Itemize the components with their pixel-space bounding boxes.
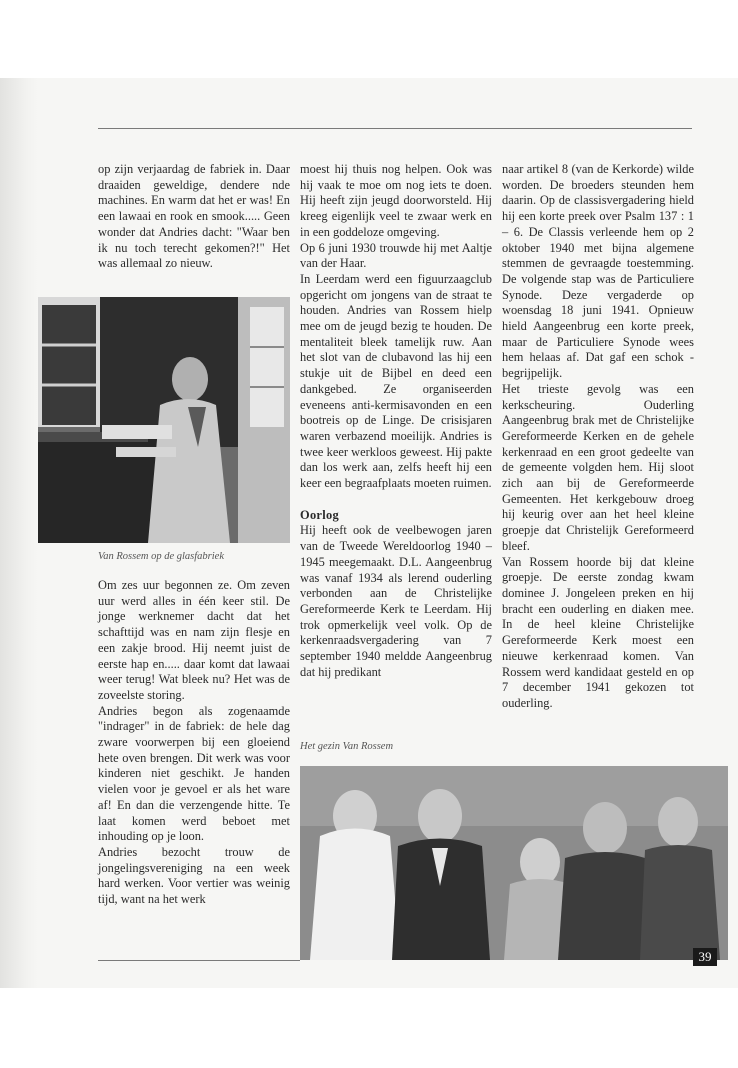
- paragraph: Van Rossem hoorde bij dat kleine groepje. De eerste zondag kwam dominee J. Jongeleen preken en hij bracht een ouderling en diaken mee. In de heel kleine Christelijke Gereformeerde Kerk moest een nieuwe kerkenraad komen. Van Rossem werd kandidaat gesteld en op 7 december 1941 gekozen tot ouderling.: [502, 554, 694, 710]
- page-spine-shadow: [0, 78, 38, 988]
- photo-caption: Van Rossem op de glasfabriek: [98, 551, 224, 562]
- photo-caption: Het gezin Van Rossem: [300, 741, 394, 752]
- paragraph: op zijn verjaardag de fabriek in. Daar draaiden geweldige, dendere nde machines. En warm dat het er was! En een lawaai en rook en smook..... Geen wonder dat Andries dacht: "Waar ben ik nu toch terecht gekomen?!" Het was allemaal zo nieuw.: [98, 162, 290, 271]
- column-1-bottom: [98, 578, 290, 908]
- paragraph: Op 6 juni 1930 trouwde hij met Aaltje van der Haar.: [300, 240, 492, 271]
- top-rule: [98, 128, 692, 129]
- family-photo: [300, 766, 728, 960]
- paragraph: moest hij thuis nog helpen. Ook was hij vaak te moe om nog iets te doen. Hij heeft zijn jeugd doorworsteld. Hij kreeg eigenlijk veel te zwaar werk en in een goddeloze omgeving.: [300, 162, 492, 239]
- column-1-top: [98, 162, 290, 272]
- paragraph: Het trieste gevolg was een kerkscheuring. Ouderling Aangeenbrug brak met de Christelijke Gereformeerde Kerken en de gehele kerkenraad en een groot gedeelte van de gemeente volgden hem. Hij sloot zich aan bij de Gereformeerde Gemeenten. Het kerkgebouw droeg hij keurig over aan het heel kleine groepje dat Christelijk Gereformeerd bleef.: [502, 381, 694, 553]
- paragraph: Om zes uur begonnen ze. Om zeven uur werd alles in één keer stil. De jonge werknemer dacht dat het schafttijd was en nam zijn flesje en een zakje brood. Hij neemt juist de eerste hap en..... daar komt dat lawaai weer terug! Wat bleek nu? Het was de zoveelste storing.: [98, 578, 290, 702]
- paragraph: In Leerdam werd een figuurzaagclub opgericht om jongens van de straat te houden. Andries van Rossem hielp mee om de jeugd bezig te houden. De mentaliteit bleek tamelijk ruw. Aan het slot van de clubavond las hij een stukje uit de Bijbel en deed een dankgebed. Ze organiseerden eveneens anti-kermisavonden en een bootreis op de Linge. De crisisjaren waren verbazend moeilijk. Andries is twee keer werkloos geweest. Hij pakte dan los werk aan, zelfs heeft hij een keer een begraafplaats moeten ruimen.: [300, 271, 492, 491]
- column-3: [502, 162, 694, 712]
- column-2: [300, 162, 492, 681]
- paragraph: naar artikel 8 (van de Kerkorde) wilde worden. De broeders steunden hem daarin. Op de classisvergadering hield hij een korte preek over Psalm 137 : 1 – 6. De Classis verleende hem op 2 oktober 1940 met bijna algemene stemmen de gevraagde toestemming. De volgende stap was de Particuliere Synode. Deze vergaderde op woensdag 18 juni 1941. Opnieuw hield Aangeenbrug een korte preek, maar de Particuliere Synode wees hem helaas af. Dat gaf een schok - begrijpelijk.: [502, 162, 694, 381]
- glass-factory-photo: [38, 297, 290, 543]
- paragraph: Andries begon als zogenaamde "indrager" in de fabriek: de hele dag zware voorwerpen bij een gloeiend hete oven brengen. Dit werk was voor kinderen niet geschikt. Je handen vielen voor je gevoel er als het ware af! En dan die verzengende hitte. Te laat komen werd beboet met inhouding op je loon.: [98, 703, 290, 844]
- bottom-rule: [98, 960, 300, 961]
- paragraph: Hij heeft ook de veelbewogen jaren van de Tweede Wereldoorlog 1940 – 1945 meegemaakt. D.L. Aangeenbrug was vanaf 1934 als lerend ouderling verbonden aan de Christelijke Gereformeerde Kerk te Leerdam. Hij trok opmerkelijk veel volk. Op de kerkenraadsvergadering van 7 september 1940 meldde Aangeenbrug dat hij predikant: [300, 523, 492, 679]
- section-heading: Oorlog: [300, 507, 339, 522]
- paragraph: Andries bezocht trouw de jongelingsvereniging na een week hard werken. Voor vertier was weinig tijd, want na het werk: [98, 844, 290, 907]
- page-number: 39: [693, 948, 717, 966]
